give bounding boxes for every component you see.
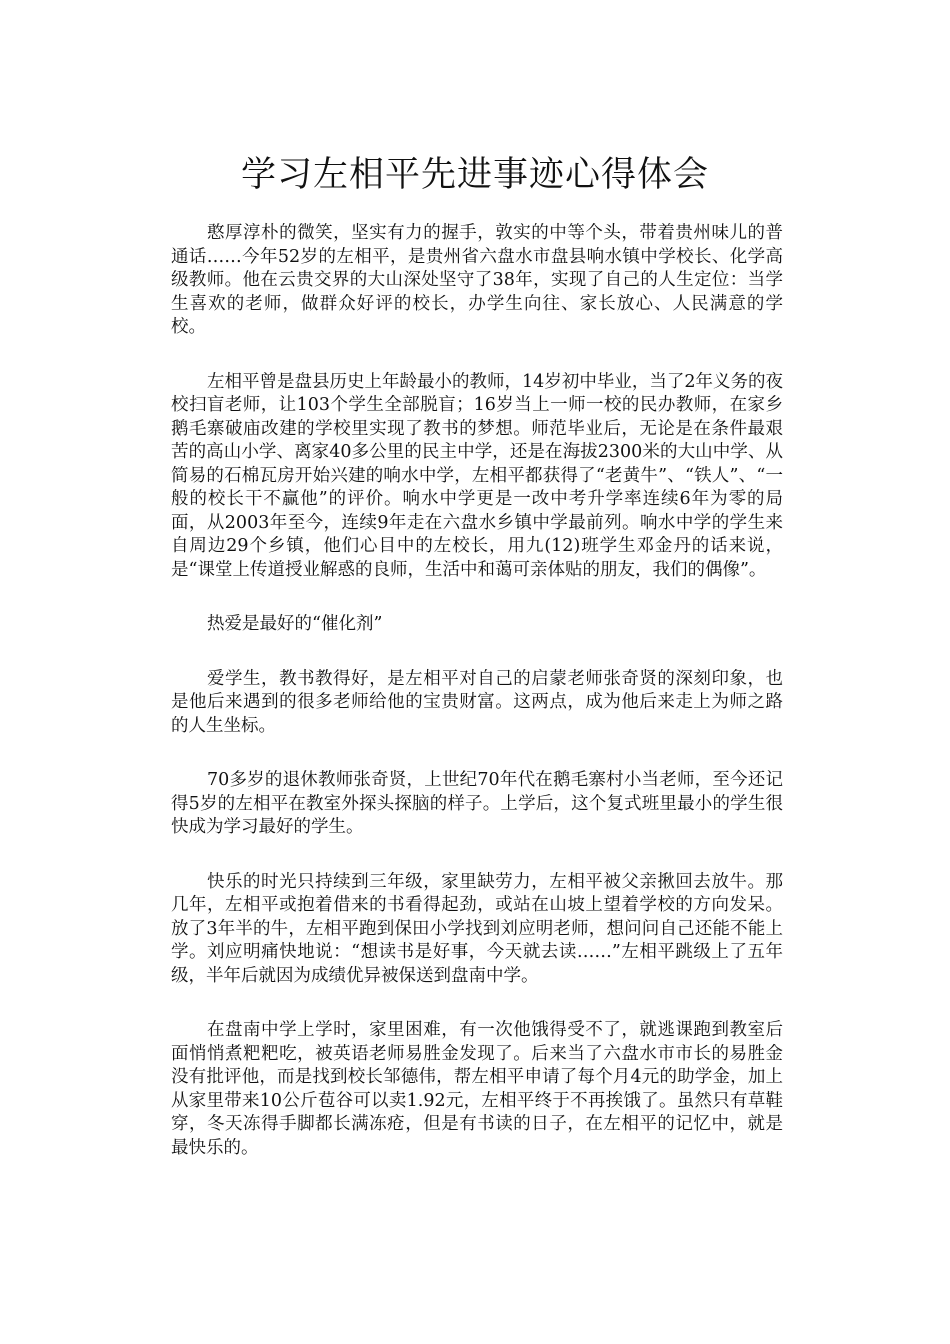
section-heading: 热爱是最好的“催化剂” [207,614,383,634]
paragraph-herding: 快乐的时光只持续到三年级，家里缺劳力，左相平被父亲揪回去放牛。那几年，左相平或抱着借来的书看得起劲，或站在山坡上望着学校的方向发呆。放了3年半的牛，左相平跑到保田小学找到刘应明老师，想问问自己还能不能上学。刘应明痛快地说：“想读书是好事，今天就去读……”左相平跳级上了五年级，半年后就因为成绩优异被保送到盘南中学。 [171,871,783,986]
paragraph-intro: 憨厚淳朴的微笑，坚实有力的握手，敦实的中等个头，带着贵州味儿的普通话……今年52岁的左相平，是贵州省六盘水市盘县响水镇中学校长、化学高级教师。他在云贵交界的大山深处坚守了38年，实现了自己的人生定位：当学生喜欢的老师，做群众好评的校长，办学生向往、家长放心、人民满意的学校。 [171,223,783,337]
paragraph-middle-school: 在盘南中学上学时，家里困难，有一次他饿得受不了，就逃课跑到教室后面悄悄煮粑粑吃，被英语老师易胜金发现了。后来当了六盘水市市长的易胜金没有批评他，而是找到校长邹德伟，帮左相平申请了每个月4元的助学金，加上从家里带来10公斤苞谷可以卖1.92元，左相平终于不再挨饿了。虽然只有草鞋穿，冬天冻得手脚都长满冻疮，但是有书读的日子，在左相平的记忆中，就是最快乐的。 [171,1020,783,1158]
document-title: 学习左相平先进事迹心得体会 [240,155,709,195]
document-body [171,222,783,1191]
paragraph-mentor: 爱学生，教书教得好，是左相平对自己的启蒙老师张奇贤的深刻印象，也是他后来遇到的很多老师给他的宝贵财富。这两点，成为他后来走上为师之路的人生坐标。 [171,668,783,736]
paragraph-career: 左相平曾是盘县历史上年龄最小的教师，14岁初中毕业，当了2年义务的夜校扫盲老师，让103个学生全部脱盲；16岁当上一师一校的民办教师，在家乡鹅毛寨破庙改建的学校里实现了教书的梦想。师范毕业后，无论是在条件最艰苦的高山小学、离家40多公里的民主中学，还是在海拔2300米的大山中学、从简易的石棉瓦房开始兴建的响水中学，左相平都获得了“老黄牛”、“铁人”、“一般的校长干不赢他”的评价。响水中学更是一改中考升学率连续6年为零的局面，从2003年至今，连续9年走在六盘水乡镇中学最前列。响水中学的学生来自周边29个乡镇，他们心目中的左校长，用九(12)班学生邓金丹的话来说，是“课堂上传道授业解惑的良师，生活中和蔼可亲体贴的朋友，我们的偶像”。 [171,371,783,580]
paragraph-childhood: 70多岁的退休教师张奇贤，上世纪70年代在鹅毛寨村小当老师，至今还记得5岁的左相平在教室外探头探脑的样子。上学后，这个复式班里最小的学生很快成为学习最好的学生。 [171,770,783,837]
